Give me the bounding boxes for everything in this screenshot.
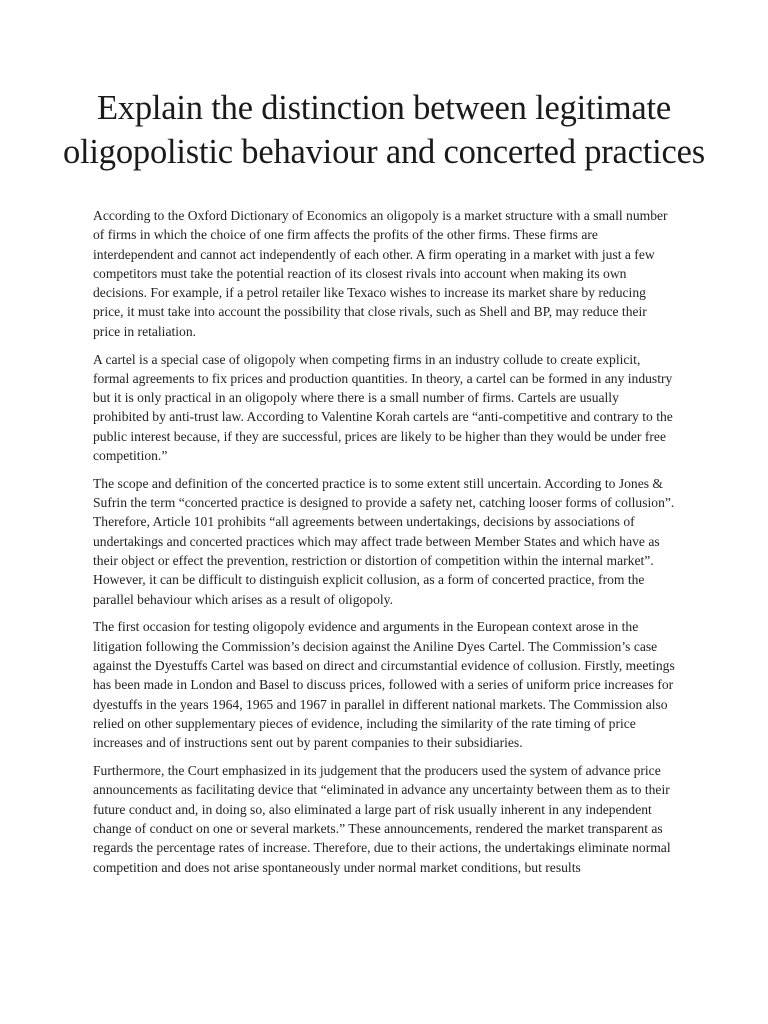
- document-body: [93, 206, 677, 885]
- paragraph-oligopoly-definition: According to the Oxford Dictionary of Economics an oligopoly is a market structure with a small number of firms in which the choice of one firm affects the profits of the other firms. These firms are interdependent and cannot act independently of each other. A firm operating in a market with just a few competitors must take the potential reaction of its closest rivals into account when making its own decisions. For example, if a petrol retailer like Texaco wishes to increase its market share by reducing price, it must take into account the possibility that close rivals, such as Shell and BP, may reduce their price in retaliation.: [93, 208, 668, 339]
- document-title: Explain the distinction between legitimate oligopolistic behaviour and concerted practices: [62, 89, 706, 171]
- paragraph-concerted-practice: The scope and definition of the concerted practice is to some extent still uncertain. According to Jones & Sufrin the term “concerted practice is designed to provide a safety net, catching looser forms of collusion”. Therefore, Article 101 prohibits “all agreements between undertakings, decisions by associations of undertakings and concerted practices which may affect trade between Member States and which have as their object or effect the prevention, restriction or distortion of competition within the internal market”. However, it can be difficult to distinguish explicit collusion, as a form of concerted practice, from the parallel behaviour which arises as a result of oligopoly.: [93, 475, 675, 607]
- paragraph-cartel: A cartel is a special case of oligopoly when competing firms in an industry collude to create explicit, formal agreements to fix prices and production quantities. In theory, a cartel can be formed in any industry but it is only practical in an oligopoly where there is a small number of firms. Cartels are usually prohibited by anti-trust law. According to Valentine Korah cartels are “anti-competitive and contrary to the public interest because, if they are successful, prices are likely to be higher than they would be under free competition.”: [93, 351, 673, 464]
- paragraph-price-announcements: Furthermore, the Court emphasized in its judgement that the producers used the system of advance price announcements as facilitating device that “eliminated in advance any uncertainty between them as to their future conduct and, in doing so, also eliminated a large part of risk usually inherent in any independent change of conduct on one or several markets.” These announcements, rendered the market transparent as regards the percentage rates of increase. Therefore, due to their actions, the undertakings eliminate normal competition and does not arise spontaneously under normal market conditions, but results: [93, 763, 671, 875]
- paragraph-dyestuffs-case: The first occasion for testing oligopoly evidence and arguments in the European context arose in the litigation following the Commission’s decision against the Aniline Dyes Cartel. The Commission’s case against the Dyestuffs Cartel was based on direct and circumstantial evidence of collusion. Firstly, meetings has been made in London and Basel to discuss prices, followed with a series of uniform price increases for dyestuffs in the years 1964, 1965 and 1967 in parallel in different national markets. The Commission also relied on other supplementary pieces of evidence, including the similarity of the rate timing of price increases and of instructions sent out by parent companies to their subsidiaries.: [93, 619, 675, 751]
